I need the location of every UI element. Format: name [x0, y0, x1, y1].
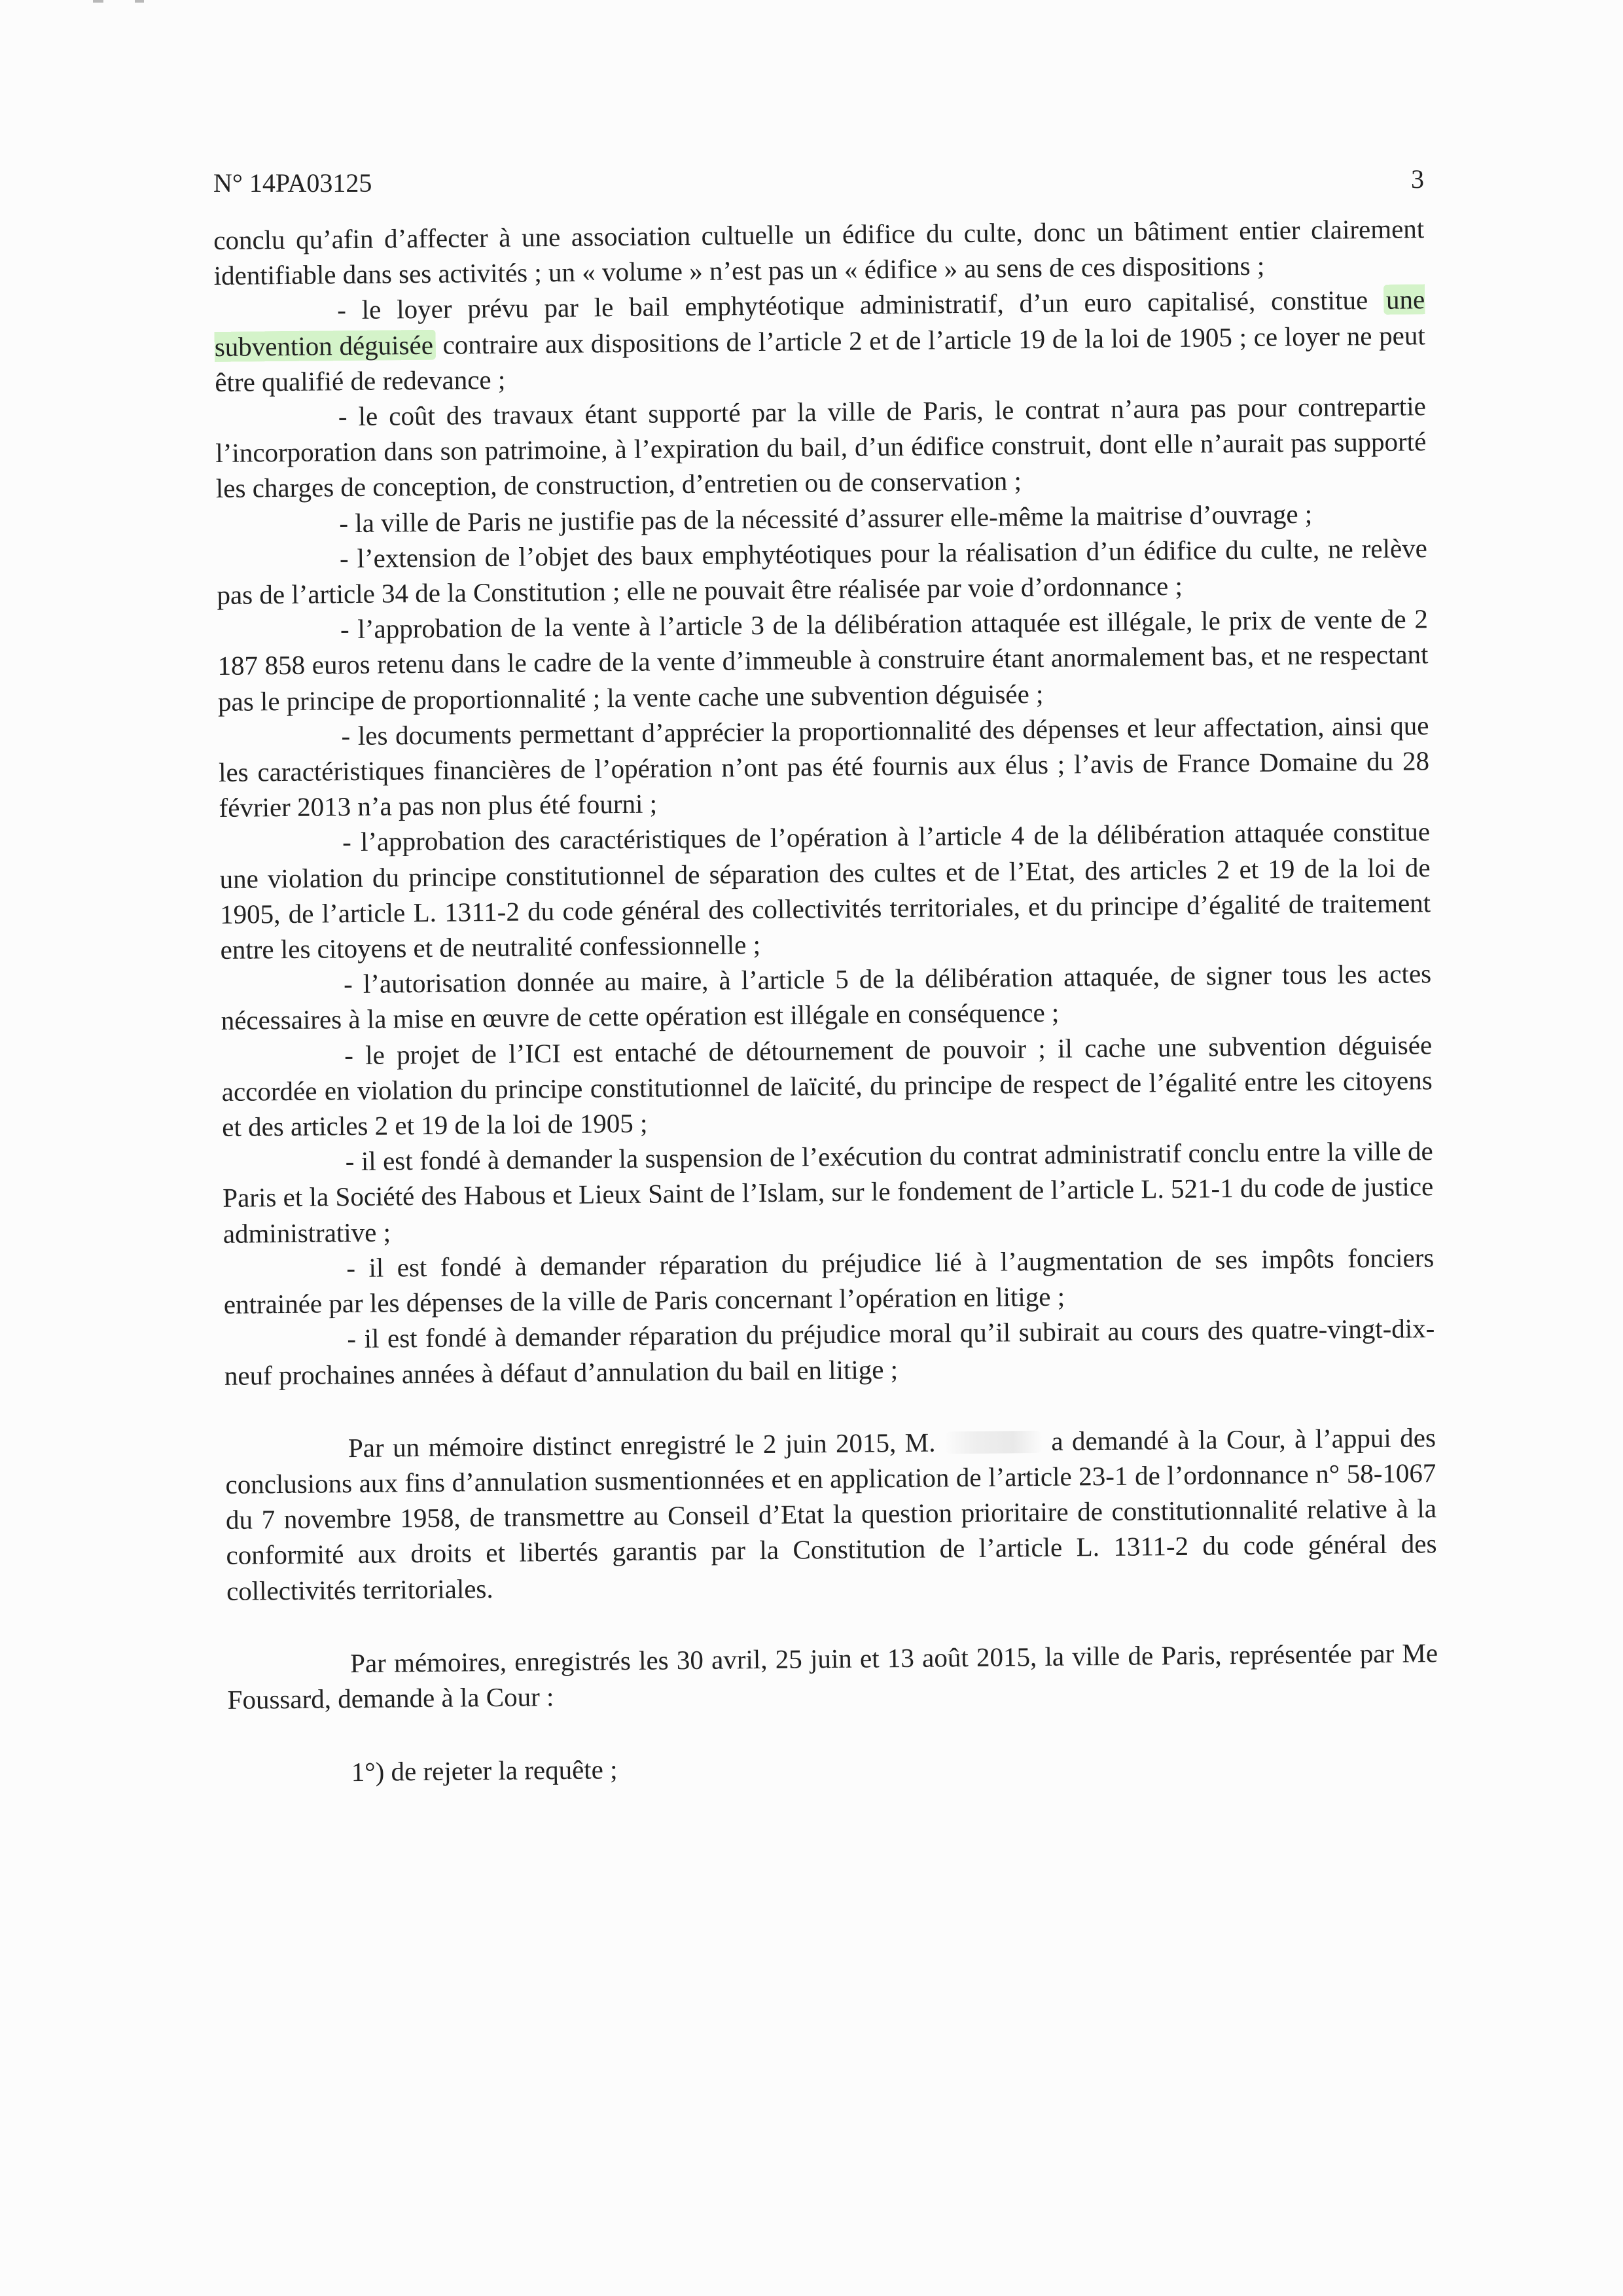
argument-item: - l’approbation des caractéristiques de l’opération à l’article 4 de la délibération attaquée constitue une violation du principe constitutionnel de séparation des cultes et de l’Etat, des articles 2 et 19 de la loi de 1905, de l’article L. 1311-2 du code général des collectivités territoriales, et du principe d’égalité de traitement entre les citoyens et de neutralité confessionnelle ;	[219, 816, 1431, 965]
highlighted-text: une subvention déguisée	[214, 284, 1425, 362]
argument-item: - la ville de Paris ne justifie pas de la nécessité d’assurer elle-même la maitrise d’ouvrage ;	[339, 498, 1313, 538]
argument-item: - l’autorisation donnée au maire, à l’article 5 de la délibération attaquée, de signer tous les actes nécessaires à la mise en œuvre de cette opération est illégale en conséquence ;	[221, 958, 1432, 1036]
continuation-paragraph: conclu qu’afin d’affecter à une association cultuelle un édifice du culte, donc un bâtiment entier clairement identifiable dans ses activités ; un « volume » n’est pas un « édifice » au sens de ces dispositions ;	[213, 213, 1425, 291]
argument-item: - le coût des travaux étant supporté par la ville de Paris, le contrat n’aura pas pour contrepartie l’incorporation dans son patrimoine, à l’expiration du bail, d’un édifice construit, dont elle n’aurait pas supporté les charges de conception, de construction, d’entretien ou de conservation ;	[215, 391, 1427, 504]
paragraph-text: a demandé à la Cour, à l’appui des conclusions aux fins d’annulation susmentionnées et en application de l’article 23-1 de l’ordonnance n° 58-1067 du 7 novembre 1958, de transmettre au Conseil d’Etat la question prioritaire de constitutionnalité relative à la conformité aux droits et libertés garantis par la Constitution de l’article L. 1311-2 du code général des collectivités territoriales.	[225, 1422, 1437, 1606]
case-number: N° 14PA03125	[213, 168, 372, 198]
argument-item: - il est fondé à demander réparation du préjudice moral qu’il subirait au cours des quatre-vingt-dix-neuf prochaines années à défaut d’annulation du bail en litige ;	[224, 1313, 1435, 1391]
document-body	[213, 211, 1439, 1791]
argument-item: - le projet de l’ICI est entaché de détournement de pouvoir ; il cache une subvention déguisée accordée en violation du principe constitutionnel de laïcité, du principe de respect de l’égalité entre les citoyens et des articles 2 et 19 de la loi de 1905 ;	[221, 1029, 1433, 1143]
memoires-ville-paragraph: Par mémoires, enregistrés les 30 avril, 25 juin et 13 août 2015, la ville de Paris, représentée par Me Foussard, demande à la Cour :	[227, 1637, 1438, 1715]
paragraph-text: Par un mémoire distinct enregistré le 2 juin 2015, M.	[348, 1427, 945, 1463]
demande-item: 1°) de rejeter la requête ;	[351, 1754, 618, 1787]
argument-item: - les documents permettant d’apprécier la proportionnalité des dépenses et leur affectation, ainsi que les caractéristiques financières de l’opération n’ont pas été fournis aux élus ; l’avis de France Domaine du 28 février 2013 n’a pas non plus été fourni ;	[218, 710, 1430, 823]
argument-item: - il est fondé à demander la suspension de l’exécution du contrat administratif conclu entre la ville de Paris et la Société des Habous et Lieux Saint de l’Islam, sur le fondement de l’article L. 521-1 du code de justice administrative ;	[223, 1136, 1434, 1249]
argument-item	[214, 282, 1425, 400]
memoire-distinct-paragraph	[225, 1420, 1438, 1609]
scan-edge-mark	[93, 0, 103, 3]
argument-text: - le loyer prévu par le bail emphytéotique administratif, d’un euro capitalisé, constitue	[337, 285, 1384, 325]
page-header	[213, 164, 1424, 203]
argument-text: contraire aux dispositions de l’article 2 et de l’article 19 de la loi de 1905 ; ce loyer ne peut être qualifié de redevance ;	[215, 319, 1425, 397]
argument-item: - l’approbation de la vente à l’article 3 de la délibération attaquée est illégale, le prix de vente de 2 187 858 euros retenu dans le cadre de la vente d’immeuble à construire étant anormalement bas, et ne respectant pas le principe de proportionnalité ; la vente cache une subvention déguisée ;	[217, 603, 1429, 717]
argument-item: - il est fondé à demander réparation du préjudice lié à l’augmentation de ses impôts fonciers entrainée par les dépenses de la ville de Paris concernant l’opération en litige ;	[223, 1242, 1435, 1320]
argument-item: - l’extension de l’objet des baux emphytéotiques pour la réalisation d’un édifice du culte, ne relève pas de l’article 34 de la Constitution ; elle ne pouvait être réalisée par voie d’ordonnance ;	[217, 533, 1428, 611]
redacted-name	[944, 1431, 1043, 1454]
scan-edge-mark	[135, 0, 144, 3]
page-number: 3	[1411, 164, 1424, 194]
